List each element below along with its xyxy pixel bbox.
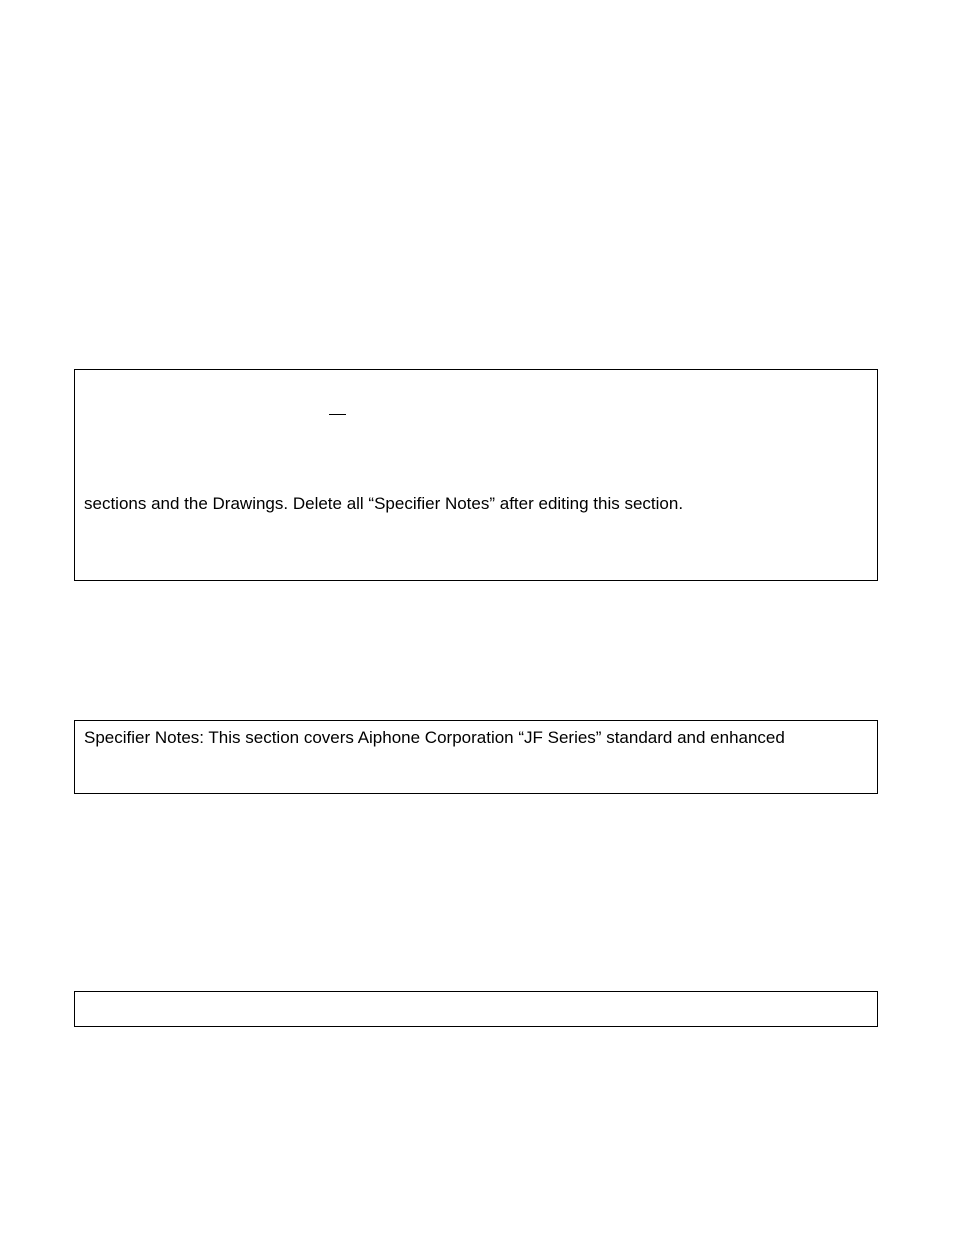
underline-dash-mark <box>329 414 346 415</box>
specifier-note-text: sections and the Drawings. Delete all “Specifier Notes” after editing this section. <box>84 494 684 513</box>
specifier-note-intro-text: Specifier Notes: This section covers Aiphone Corporation “JF Series” standard and enhanced <box>84 728 785 747</box>
specifier-note-box-intro <box>74 720 878 794</box>
empty-note-box <box>74 991 878 1027</box>
specifier-note-box <box>74 369 878 581</box>
